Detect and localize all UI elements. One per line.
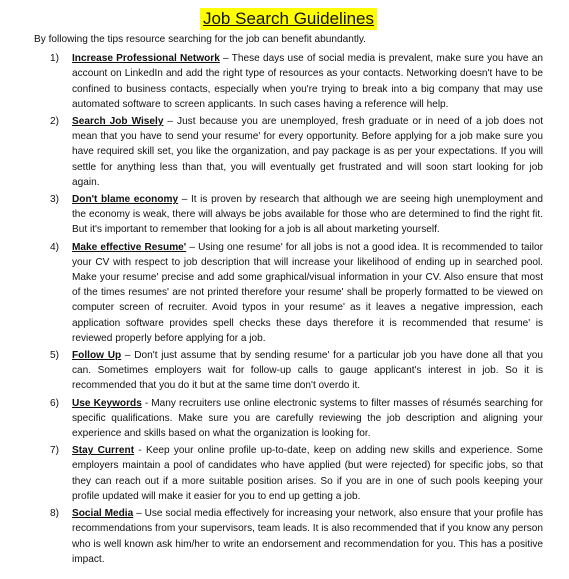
item-number: 6) — [50, 397, 59, 409]
item-number: 1) — [50, 53, 59, 65]
title-wrapper — [34, 8, 543, 30]
item-text: - Many recruiters use online electronic systems to filter masses of résumés searching for specific qualifications. Make sure you are carefully reviewing the job description and aligning your experience and skills based on what the organization is looking for. — [72, 397, 543, 440]
item-heading: Don't blame economy — [72, 194, 179, 206]
item-heading: Stay Current — [72, 445, 135, 457]
page-title: Job Search Guidelines — [200, 8, 377, 30]
item-heading: Use Keywords — [72, 397, 142, 409]
item-number: 4) — [50, 241, 59, 253]
guideline-item — [34, 114, 543, 190]
item-heading: Follow Up — [72, 350, 122, 362]
item-text: – Just because you are unemployed, fresh graduate or in need of a job does not mean that you have to send your resume' for every opportunity. Before applying for a job make sure you have required skill set, you like the organization, and pay package is as per your expectations. If you will settle for anything less than that, you will eventually get frustrated and will soon start looking for job again. — [72, 116, 544, 188]
item-heading: Increase Professional Network — [72, 53, 220, 65]
item-number: 5) — [50, 350, 59, 362]
item-text: – These days use of social media is prevalent, make sure you have an account on LinkedIn and add the right type of resources as your contacts. Networking doesn't have to be confined to business contacts, especially when you're trying to break into a big company that may use automated software to screen applicants. In such cases having a reference will help. — [72, 53, 543, 110]
item-number: 8) — [50, 508, 59, 520]
item-text: – Using one resume' for all jobs is not a good idea. It is recommended to tailor your CV with respect to job description that will increase your likelihood of ending up in searched pool. Make your resume' precise and add some graphical/visual information in your CV. Also ensure that most of the times resumes' are not printed therefore your resume' shall be properly formatted to be viewed on computer screen of recruiter. Avoid typos in your resume' as it leaves a negative impression, each application software provides spell checks these days therefore it is recommended that resume' is reviewed properly before applying for a job. — [72, 241, 543, 344]
guidelines-list — [34, 51, 543, 567]
item-text: – Use social media effectively for increasing your network, also ensure that your profile has recommendations from your supervisors, team leads. It is also recommended that if you know any person who is well known ask him/her to write an endorsement and recommendation for you. This has a positive impact. — [72, 508, 543, 565]
guideline-item — [34, 51, 543, 112]
guideline-item — [34, 192, 543, 238]
item-heading: Search Job Wisely — [72, 116, 164, 128]
item-number: 3) — [50, 194, 59, 206]
item-heading: Make effective Resume' — [72, 241, 187, 253]
item-text: – It is proven by research that although we are seeing high unemployment and the economy is weak, there will always be jobs available for those who are determined to find the right fit. But it's important to remember that looking for a job is all about marketing yourself. — [72, 194, 543, 236]
guideline-item — [34, 348, 543, 394]
intro-paragraph: By following the tips resource searching for the job can benefit abundantly. — [34, 34, 366, 45]
guideline-item — [34, 443, 543, 504]
guideline-item — [34, 240, 543, 346]
item-text: – Don't just assume that by sending resume' for a particular job you have done all that you can. Sometimes employers wait for follow-up calls to gauge applicant's interest in job. So it is recommended that you do it but at the same time don't overdo it. — [72, 350, 543, 392]
guideline-item — [34, 396, 543, 442]
item-text: - Keep your online profile up-to-date, keep on adding new skills and experience. Some employers maintain a pool of candidates who have applied (but were rejected) for specific jobs, so that they can reach out if a more suitable position arises. So if you are in one of such pools keeping your profile updated will make it easier for you to end up getting a job. — [72, 445, 543, 502]
item-number: 2) — [50, 116, 59, 128]
item-number: 7) — [50, 445, 59, 457]
guideline-item — [34, 506, 543, 567]
item-heading: Social Media — [72, 508, 134, 520]
